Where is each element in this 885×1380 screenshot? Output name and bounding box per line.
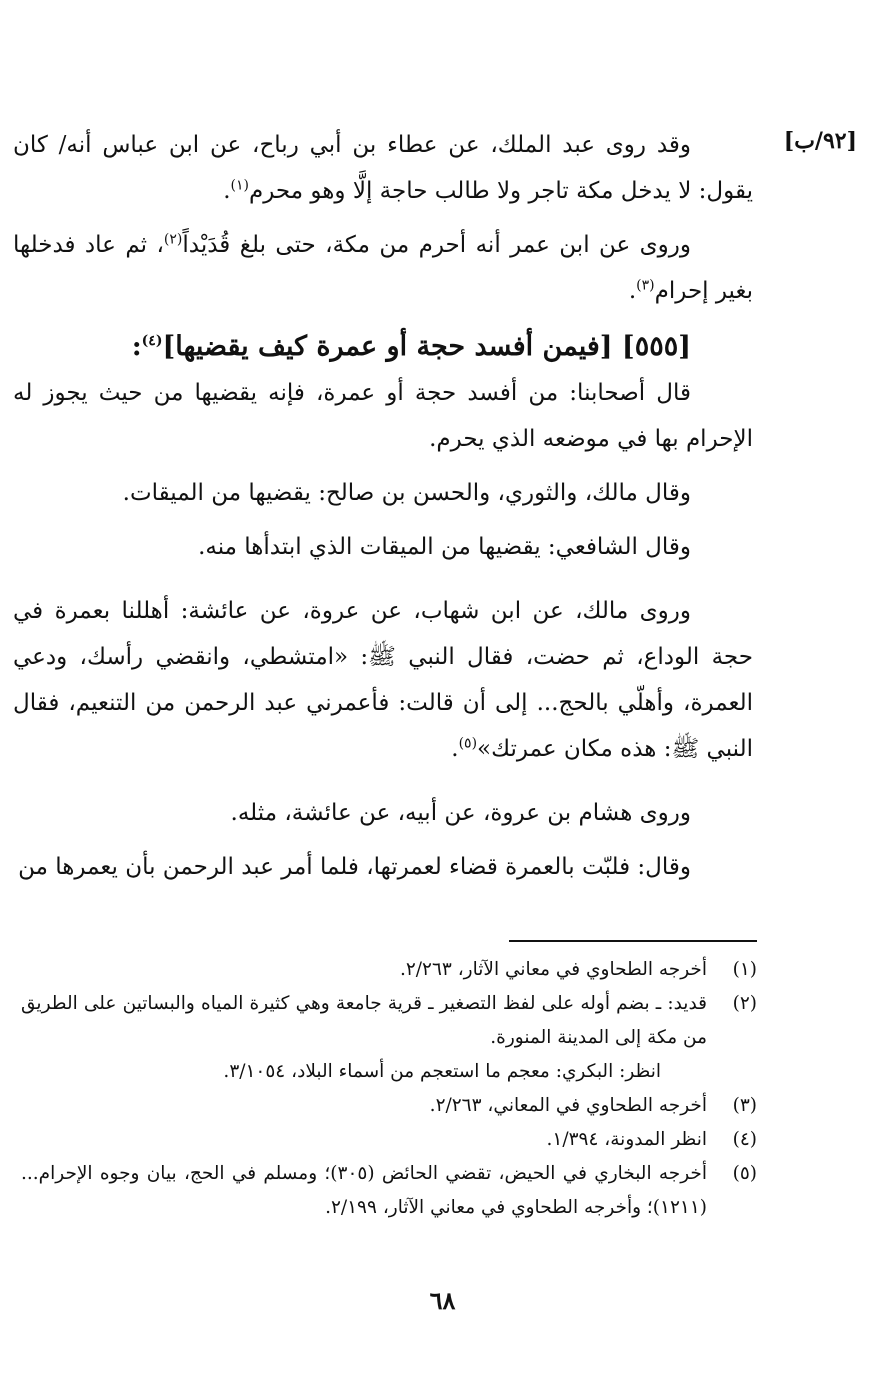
paragraph-1-end: . (223, 178, 231, 204)
paragraph-3: قال أصحابنا: من أفسد حجة أو عمرة، فإنه يقضيها من حيث يجوز له الإحرام بها في موضعه الذي يحرم. (13, 380, 753, 452)
paragraph-2 (13, 222, 753, 314)
footnote-number: (٢) (732, 993, 757, 1014)
paragraph-2-text: وروى عن ابن عمر أنه أحرم من مكة، حتى بلغ قُدَيْداً (182, 232, 691, 258)
footnote-ref-1[interactable]: (١) (230, 177, 249, 194)
section-heading-text: [٥٥٥] [فيمن أفسد حجة أو عمرة كيف يقضيها] (162, 331, 691, 362)
footnote-item (21, 953, 757, 987)
paragraph-2-text-cont: ، ثم عاد فدخلها بغير إحرام (13, 232, 753, 304)
footnote-item (21, 1123, 757, 1157)
paragraph-1-text: وقد روى عبد الملك، عن عطاء بن أبي رباح، عن ابن عباس أنه/ كان يقول: لا يدخل مكة تاجر ولا طالب حاجة إلَّا وهو محرم (13, 132, 753, 204)
section-heading-end: : (131, 331, 142, 362)
paragraph-6-text: وروى مالك، عن ابن شهاب، عن عروة، عن عائشة: أهللنا بعمرة في حجة الوداع، ثم حضت، فقال النبي ﷺ: «امتشطي، وانقضي رأسك، ودعي العمرة، وأهلّي بالحج... إلى أن قالت: فأعمرني عبد الرحمن من التنعيم، فقال النبي ﷺ: هذه مكان عمرتك» (13, 598, 753, 762)
main-text (13, 122, 753, 890)
section-heading (13, 324, 753, 370)
footnote-continuation (21, 1055, 757, 1089)
footnote-ref-5[interactable]: (٥) (458, 735, 478, 752)
paragraph-4: وقال مالك، والثوري، والحسن بن صالح: يقضيها من الميقات. (122, 480, 691, 506)
footnote-text: أخرجه الطحاوي في معاني الآثار، ٢/٢٦٣. (399, 959, 707, 980)
manuscript-folio-reference: [٩٢/ب] (783, 128, 857, 154)
footnote-number: (١) (732, 959, 757, 980)
paragraph-6 (13, 588, 753, 772)
footnote-number: (٤) (732, 1129, 757, 1150)
footnotes (21, 953, 757, 1225)
footnote-text: انظر المدونة، ١/٣٩٤. (546, 1129, 707, 1150)
footnote-ref-4[interactable]: (٤) (141, 333, 163, 349)
footnote-text: قديد: ـ بضم أوله على لفظ التصغير ـ قرية جامعة وهي كثيرة المياه والبساتين على الطريق من مكة إلى المدينة المنورة. (21, 993, 707, 1048)
footnote-text: انظر: البكري: معجم ما استعجم من أسماء البلاد، ٣/١٠٥٤. (223, 1061, 661, 1082)
footnote-number: (٥) (732, 1163, 757, 1184)
footnote-item (21, 987, 757, 1055)
paragraph-7: وروى هشام بن عروة، عن أبيه، عن عائشة، مثله. (230, 800, 691, 826)
paragraph-1 (13, 122, 753, 214)
footnote-separator (509, 940, 757, 942)
footnote-item (21, 1089, 757, 1123)
paragraph-6-end: . (451, 736, 459, 762)
footnote-text: أخرجه البخاري في الحيض، تقضي الحائض (٣٠٥)؛ ومسلم في الحج، بيان وجوه الإحرام... (١٢١١)؛ وأخرجه الطحاوي في معاني الآثار، ٢/١٩٩. (21, 1163, 707, 1218)
paragraph-5: وقال الشافعي: يقضيها من الميقات الذي ابتدأها منه. (198, 534, 691, 560)
paragraph-2-end: . (628, 278, 637, 304)
footnote-number: (٣) (732, 1095, 757, 1116)
footnote-ref-2[interactable]: (٢) (163, 231, 183, 248)
footnote-item (21, 1157, 757, 1225)
paragraph-8: وقال: فلبّت بالعمرة قضاء لعمرتها، فلما أمر عبد الرحمن بأن يعمرها من (18, 854, 691, 880)
page-number: ٦٨ (429, 1286, 456, 1315)
footnote-text: أخرجه الطحاوي في المعاني، ٢/٢٦٣. (429, 1095, 707, 1116)
footnote-ref-3[interactable]: (٣) (636, 277, 655, 294)
